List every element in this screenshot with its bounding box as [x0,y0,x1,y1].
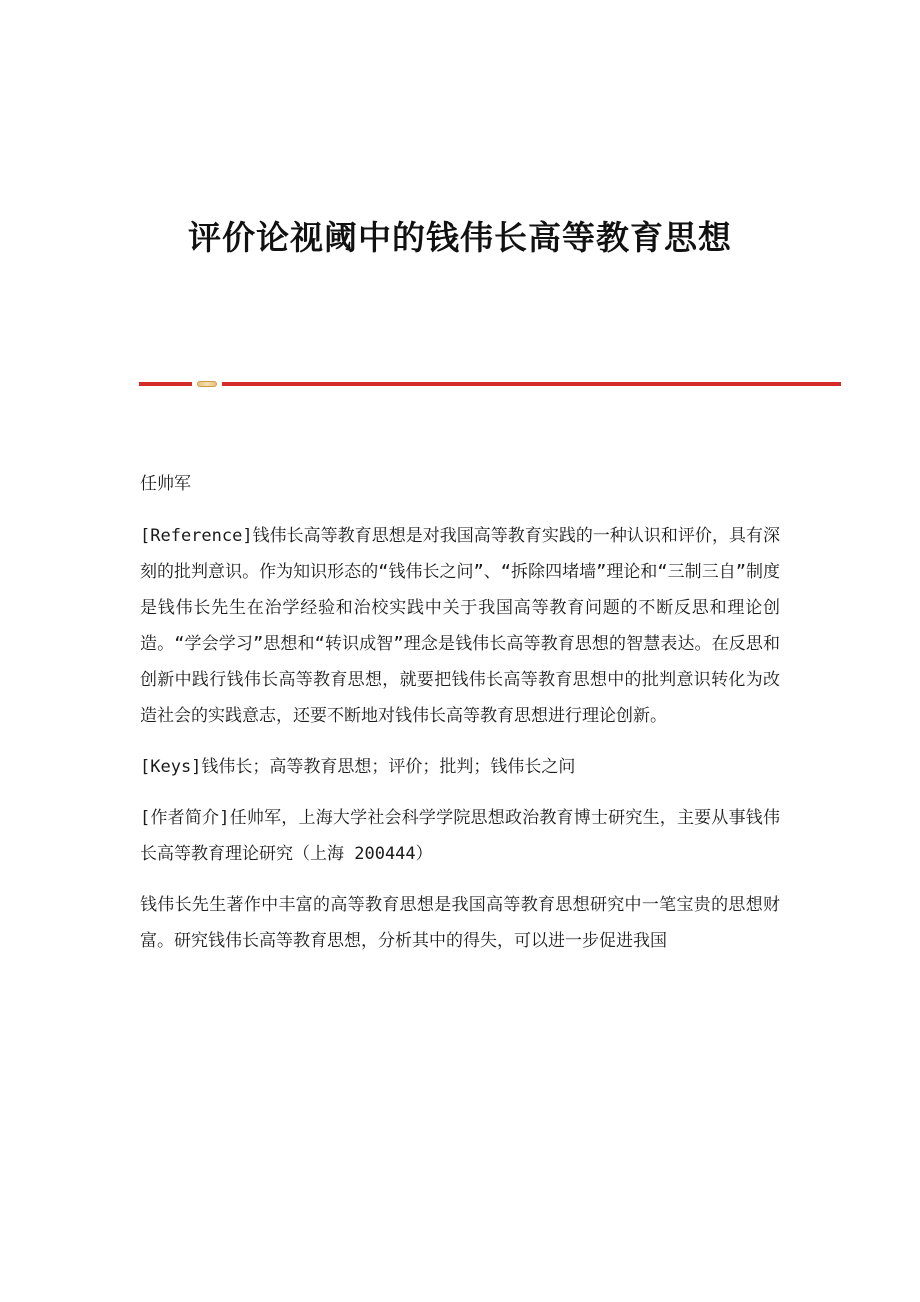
document-body [140,466,780,974]
keywords-paragraph: [Keys]钱伟长；高等教育思想；评价；批判；钱伟长之问 [140,757,576,777]
divider-left-segment [139,382,192,386]
author-name: 任帅军 [140,474,191,494]
intro-paragraph: 钱伟长先生著作中丰富的高等教育思想是我国高等教育思想研究中一笔宝贵的思想财富。研究钱伟长高等教育思想，分析其中的得失，可以进一步促进我国 [140,895,780,951]
author-bio-paragraph: [作者简介]任帅军，上海大学社会科学学院思想政治教育博士研究生，主要从事钱伟长高等教育理论研究（上海 200444） [140,808,780,864]
title-divider [139,380,841,388]
divider-right-segment [222,382,841,386]
abstract-paragraph: [Reference]钱伟长高等教育思想是对我国高等教育实践的一种认识和评价，具有深刻的批判意识。作为知识形态的“钱伟长之问”、“拆除四堵墙”理论和“三制三自”制度是钱伟长先生在治学经验和治校实践中关于我国高等教育问题的不断反思和理论创造。“学会学习”思想和“转识成智”理念是钱伟长高等教育思想的智慧表达。在反思和创新中践行钱伟长高等教育思想，就要把钱伟长高等教育思想中的批判意识转化为改造社会的实践意志，还要不断地对钱伟长高等教育思想进行理论创新。 [140,526,780,726]
divider-ornament-icon [197,381,217,387]
document-title: 评价论视阈中的钱伟长高等教育思想 [188,218,732,257]
